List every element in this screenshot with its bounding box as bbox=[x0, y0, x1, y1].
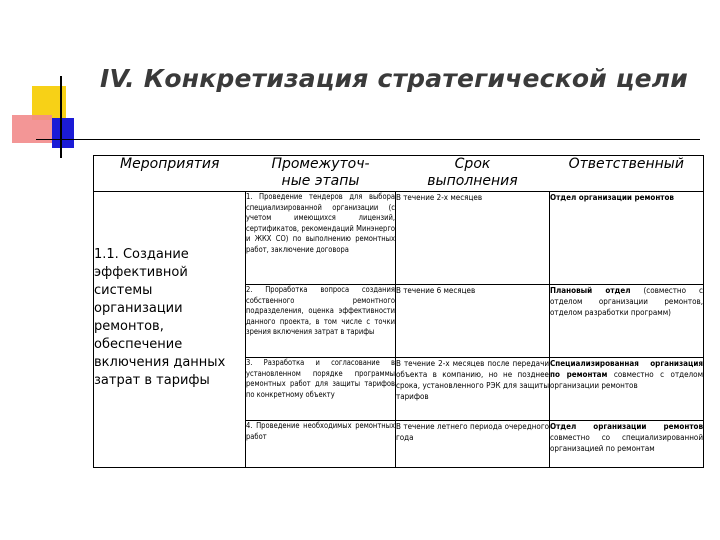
decor-blue-square bbox=[52, 118, 74, 148]
activity-text: 1.1. Создание эффективной системы организации ремонтов, обеспечение включения данных затрат в тарифы bbox=[94, 247, 226, 388]
responsible-cell: Плановый отдел (совместно с отделом организации ремонтов, отделом разработки программ) bbox=[550, 285, 704, 358]
responsible-cell: Отдел организации ремонтов совместно со специализированной организацией по ремонтам bbox=[550, 421, 704, 468]
plan-table bbox=[93, 155, 704, 468]
header-responsible: Ответственный bbox=[550, 156, 704, 192]
term-cell: В течение летнего периода очередного года bbox=[396, 421, 550, 468]
term-cell: В течение 2-х месяцев после передачи объекта в компанию, но не позднее срока, установленного РЭК для защиты тарифов bbox=[396, 358, 550, 421]
slide-title: IV. Конкретизация стратегической цели bbox=[100, 64, 688, 93]
responsible-cell: Специализированная организация по ремонтам совместно с отделом организации ремонтов bbox=[550, 358, 704, 421]
stage-cell: 4. Проведение необходимых ремонтных работ bbox=[246, 421, 396, 468]
activity-cell bbox=[94, 192, 246, 468]
term-cell: В течение 2-х месяцев bbox=[396, 192, 550, 285]
stage-cell: 3. Разработка и согласование в установленном порядке программы ремонтных работ для защиты тарифов по конкретному объекту bbox=[246, 358, 396, 421]
decor-vertical-line bbox=[60, 76, 62, 158]
term-cell: В течение 6 месяцев bbox=[396, 285, 550, 358]
header-stages: Промежуточ- ные этапы bbox=[246, 156, 396, 192]
header-term: Срок выполнения bbox=[396, 156, 550, 192]
decor-horizontal-line bbox=[36, 139, 700, 140]
table-header-row bbox=[94, 156, 704, 192]
table-row bbox=[94, 192, 704, 285]
stage-cell: 2. Проработка вопроса создания собственного ремонтного подразделения, оценка эффективности данного проекта, в том числе с точки зрения включения затрат в тарифы bbox=[246, 285, 396, 358]
responsible-cell: Отдел организации ремонтов bbox=[550, 192, 704, 285]
header-activities: Мероприятия bbox=[94, 156, 246, 192]
stage-cell: 1. Проведение тендеров для выбора специализированной организации (с учетом имеющихся лицензий, сертификатов, рекомендаций Минэнерго и ЖКХ СО) по выполнению ремонтных работ, заключение договора bbox=[246, 192, 396, 285]
